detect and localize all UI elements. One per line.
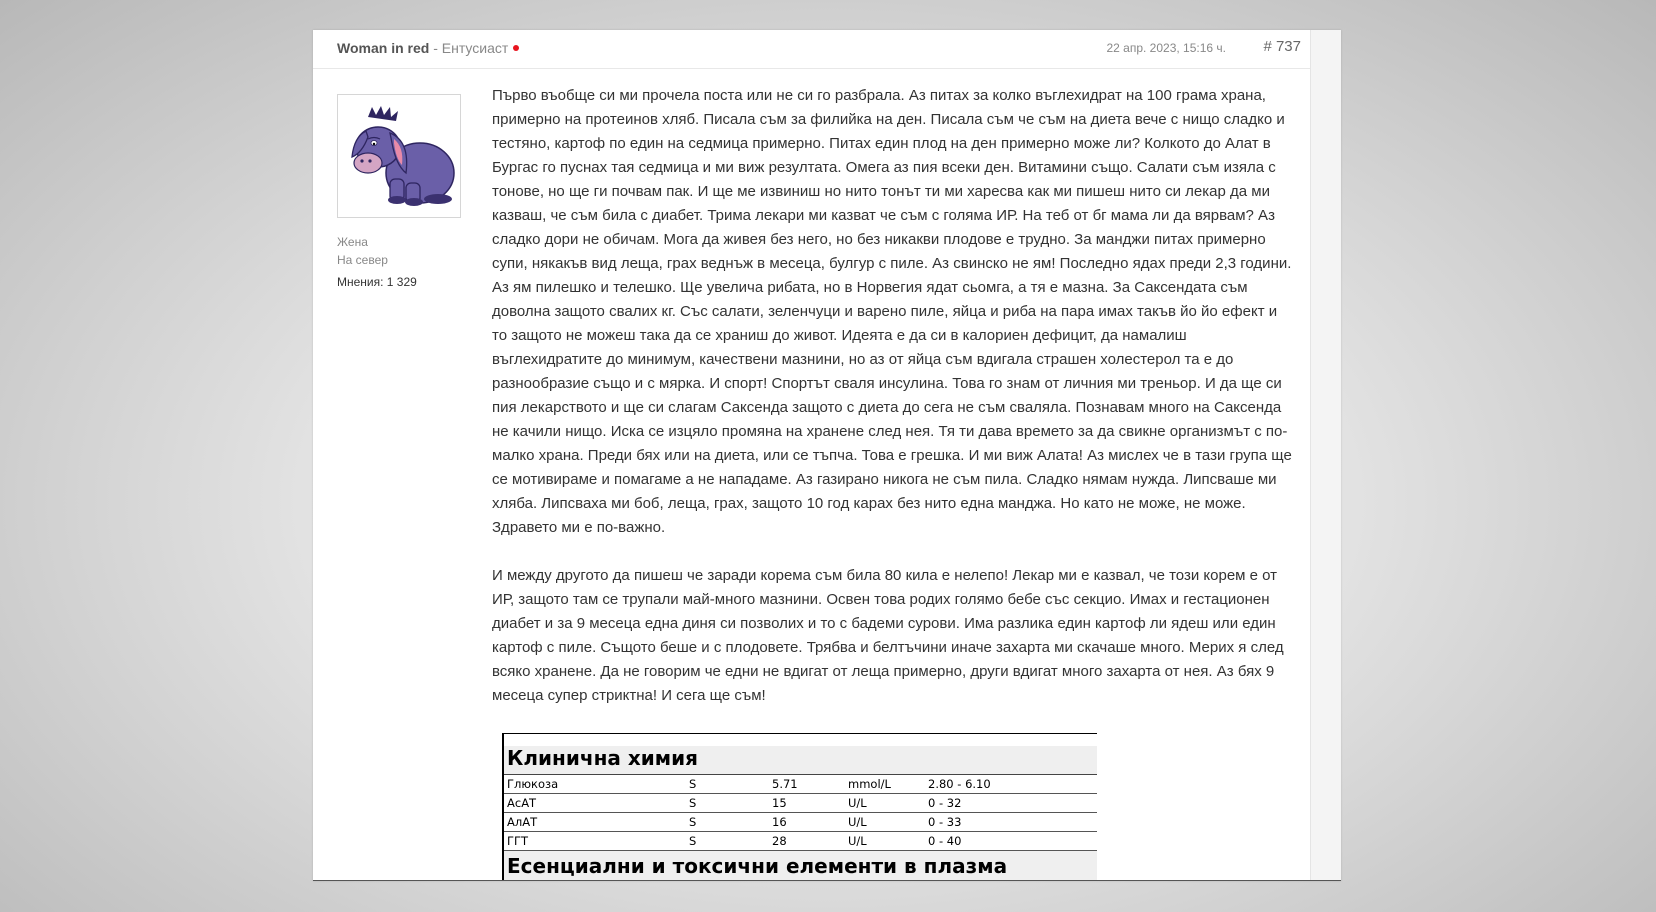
lab-cell: АсАТ <box>507 796 537 810</box>
lab-cell: mmol/L <box>848 777 891 791</box>
right-rail <box>1310 30 1341 880</box>
lab-cell: U/L <box>848 834 867 848</box>
lab-cell: 2.80 - 6.10 <box>928 777 991 791</box>
post-paragraph: Първо въобще си ми прочела поста или не си го разбрала. Аз питах за колко въглехидрат на 100 грама храна, примерно на протеинов хляб. Писала съм за филийка на ден. Писала съм че съм на диета вече с нищо сладко и тестяно, картоф по един на седмица примерно. Питах един плод на ден примерно може ли? Колкото до Алат в Бургас го пуснах тая седмица и ми виж резултата. Омега аз пия всеки ден. Витамини също. Салати съм изяла с тонове, но ще ги почвам пак. И ще ме извиниш но нито тонът ти ми харесва как ми пишеш нито си лекар да ми казваш, че съм била с диабет. Трима лекари ми казват че съм с голяма ИР. На теб от бг мама ли да вярвам? Аз сладко дори не обичам. Мога да живея без него, но без никакви плодове е трудно. За манджи питах примерно супи, някакъв вид леща, грах веднъж в месеца, булгур с пиле. Аз свинско не ям! Последно ядах преди 2,3 години. Аз ям пилешко и телешко. Ще увелича рибата, но в Норвегия ядат сьомга, а тя е мазна. За Саксендата съм доволна защото свалих кг. Със салати, зеленчуци и варено пиле, яйца и риба на пара имах такъв йо йо ефект и то защото не можеш така да се храниш до живот. Идеята е да си в калориен дефицит, да намалиш въглехидратите до минимум, качествени мазнини, но аз от яйца съм вдигала страшен холестерол та е до разнообразие също и с мярка. И спорт! Спортът сваля инсулина. Това го знам от личния ми треньор. И да ще си пия лекарството и ще си слагам Саксенда защото с диета до сега не съм сваляла. Познавам много на Саксенда не качили нищо. Иска се изцяло промяна на хранене след нея. Тя ти дава времето за да свикне организмът с по-малко храна. Преди бях или на диета, или се тъпча. Това е грешка. И ми виж Алата! Аз мислех че в тази група ще се мотивираме и помагаме а не нападаме. Аз газирано никога не съм пила. Сладко нямам нужда. Липсваше ми хляба. Липсваха ми боб, леща, грах, защото 10 год карах без нито една манджа. Но като не може, не може. Здравето ми е по-важно. <box>492 87 1292 536</box>
lab-section-title: Есенциални и токсични елементи в плазма <box>504 850 1097 881</box>
user-location: На север <box>337 253 388 267</box>
lab-cell: 16 <box>772 815 787 829</box>
lab-cell: 15 <box>772 796 787 810</box>
user-post-count: Мнения: 1 329 <box>337 275 417 289</box>
lab-results-image[interactable] <box>502 733 1097 881</box>
post-author-line <box>337 40 519 56</box>
lab-cell: АлАТ <box>507 815 538 829</box>
user-gender: Жена <box>337 235 368 249</box>
post-date: 22 апр. 2023, 15:16 ч. <box>1106 41 1226 55</box>
lab-cell: U/L <box>848 796 867 810</box>
lab-cell: 5.71 <box>772 777 798 791</box>
author-rank: Ентусиаст <box>441 40 509 56</box>
lab-section-title: Клинична химия <box>504 733 1097 775</box>
lab-cell: S <box>689 777 697 791</box>
lab-cell: ГГТ <box>507 834 529 848</box>
post-body <box>492 84 1292 708</box>
eeyore-avatar-icon <box>338 95 460 217</box>
lab-cell: 0 - 33 <box>928 815 962 829</box>
lab-cell: S <box>689 815 697 829</box>
forum-post <box>313 30 1341 881</box>
lab-cell: 0 - 32 <box>928 796 962 810</box>
post-header <box>313 30 1310 69</box>
lab-cell: Глюкоза <box>507 777 559 791</box>
lab-cell: 0 - 40 <box>928 834 962 848</box>
avatar[interactable] <box>337 94 461 218</box>
post-number-link[interactable]: # 737 <box>1263 38 1301 55</box>
lab-row <box>504 775 1097 794</box>
lab-row <box>504 794 1097 813</box>
online-status-icon <box>513 45 519 51</box>
author-separator: - <box>429 40 442 56</box>
lab-cell: 28 <box>772 834 787 848</box>
lab-cell: S <box>689 796 697 810</box>
lab-cell: S <box>689 834 697 848</box>
lab-row <box>504 813 1097 832</box>
lab-row <box>504 832 1097 850</box>
author-name[interactable]: Woman in red <box>337 40 430 56</box>
lab-cell: U/L <box>848 815 867 829</box>
post-paragraph: И между другото да пишеш че заради корема съм била 80 кила е нелепо! Лекар ми е казвал, че този корем е от ИР, защото там се трупали май-много мазнини. Освен това родих голямо бебе със секцио. Имах и гестационен диабет и за 9 месеца една диня си позволих и то с бадеми сурови. Има разлика един картоф ли ядеш или един картоф с пиле. Същото беше и с плодовете. Трябва и белтъчини иначе захарта ми скачаше много. Мерих я след всяко хранене. Да не говорим че едни не вдигат от леща примерно, други вдигат много захарта от нея. Аз бях 9 месеца супер стриктна! И сега ще съм! <box>492 567 1284 704</box>
